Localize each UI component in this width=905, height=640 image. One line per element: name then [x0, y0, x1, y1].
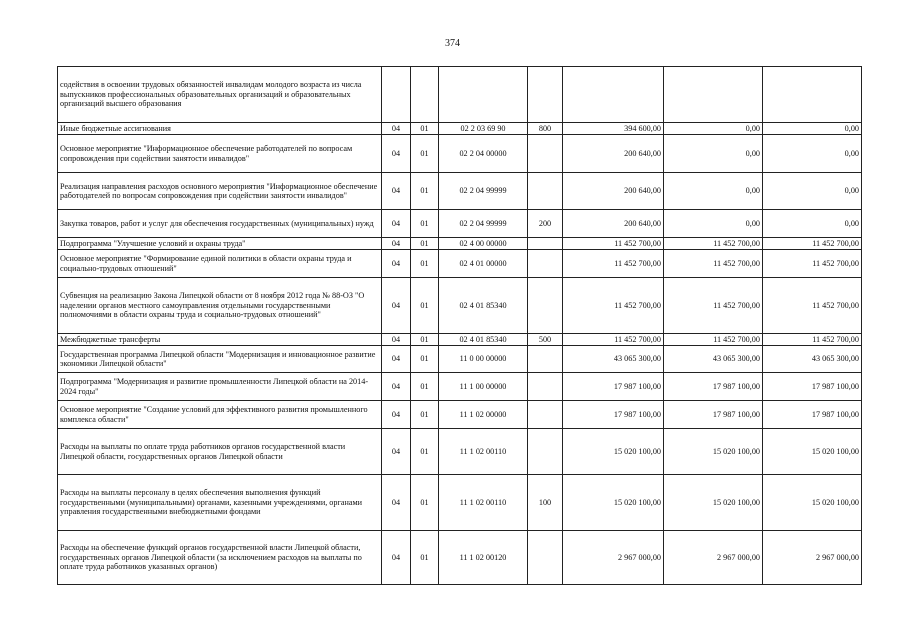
table-row [58, 210, 862, 238]
subsection-code-cell: 01 [411, 135, 439, 173]
table-row [58, 346, 862, 373]
row-name-cell: Основное мероприятие "Формирование единой политики в области охраны труда и социально-трудовых отношений" [58, 250, 382, 278]
table-row [58, 475, 862, 531]
subsection-code-cell: 01 [411, 210, 439, 238]
target-article-cell: 11 1 02 00000 [439, 401, 528, 429]
section-code-cell: 04 [382, 373, 411, 401]
amount-year-2-cell: 15 020 100,00 [664, 429, 763, 475]
amount-year-2-cell: 15 020 100,00 [664, 475, 763, 531]
row-name-cell: Закупка товаров, работ и услуг для обеспечения государственных (муниципальных) нужд [58, 210, 382, 238]
subsection-code-cell: 01 [411, 123, 439, 135]
target-article-cell: 11 1 02 00110 [439, 429, 528, 475]
table-row [58, 334, 862, 346]
subsection-code-cell: 01 [411, 475, 439, 531]
table-row [58, 123, 862, 135]
amount-year-1-cell: 15 020 100,00 [563, 429, 664, 475]
row-name-cell: Реализация направления расходов основного мероприятия "Информационное обеспечение работодателей по вопросам сопровождения при содействии занятости инвалидов" [58, 173, 382, 210]
subsection-code-cell: 01 [411, 334, 439, 346]
row-name-cell: Подпрограмма "Модернизация и развитие промышленности Липецкой области на 2014-2024 годы" [58, 373, 382, 401]
section-code-cell: 04 [382, 135, 411, 173]
target-article-cell: 11 0 00 00000 [439, 346, 528, 373]
subsection-code-cell: 01 [411, 250, 439, 278]
subsection-code-cell: 01 [411, 238, 439, 250]
amount-year-3-cell: 0,00 [763, 210, 862, 238]
amount-year-2-cell: 0,00 [664, 135, 763, 173]
row-name-cell: Подпрограмма "Улучшение условий и охраны труда" [58, 238, 382, 250]
target-article-cell: 02 4 01 00000 [439, 250, 528, 278]
row-name-cell: Основное мероприятие "Информационное обеспечение работодателей по вопросам сопровождения при содействии занятости инвалидов" [58, 135, 382, 173]
amount-year-3-cell: 17 987 100,00 [763, 373, 862, 401]
amount-year-3-cell: 11 452 700,00 [763, 250, 862, 278]
subsection-code-cell: 01 [411, 429, 439, 475]
subsection-code-cell: 01 [411, 173, 439, 210]
row-name-cell: Иные бюджетные ассигнования [58, 123, 382, 135]
amount-year-1-cell [563, 67, 664, 123]
page-number: 374 [445, 38, 460, 49]
section-code-cell: 04 [382, 238, 411, 250]
subsection-code-cell: 01 [411, 278, 439, 334]
table-row [58, 373, 862, 401]
subsection-code-cell: 01 [411, 346, 439, 373]
row-name-cell: Расходы на выплаты по оплате труда работников органов государственной власти Липецкой области, государственных органов Липецкой области [58, 429, 382, 475]
amount-year-1-cell: 2 967 000,00 [563, 531, 664, 585]
section-code-cell [382, 67, 411, 123]
table-row [58, 135, 862, 173]
target-article-cell: 02 4 01 85340 [439, 334, 528, 346]
section-code-cell: 04 [382, 531, 411, 585]
amount-year-1-cell: 11 452 700,00 [563, 278, 664, 334]
amount-year-3-cell [763, 67, 862, 123]
amount-year-1-cell: 17 987 100,00 [563, 373, 664, 401]
subsection-code-cell: 01 [411, 373, 439, 401]
table-row [58, 67, 862, 123]
amount-year-1-cell: 200 640,00 [563, 210, 664, 238]
section-code-cell: 04 [382, 401, 411, 429]
amount-year-1-cell: 43 065 300,00 [563, 346, 664, 373]
amount-year-2-cell: 11 452 700,00 [664, 238, 763, 250]
table-row [58, 278, 862, 334]
table-row [58, 531, 862, 585]
amount-year-1-cell: 15 020 100,00 [563, 475, 664, 531]
row-name-cell: Межбюджетные трансферты [58, 334, 382, 346]
amount-year-2-cell: 17 987 100,00 [664, 401, 763, 429]
amount-year-1-cell: 11 452 700,00 [563, 334, 664, 346]
amount-year-1-cell: 11 452 700,00 [563, 250, 664, 278]
amount-year-1-cell: 394 600,00 [563, 123, 664, 135]
table-row [58, 429, 862, 475]
expense-type-cell [528, 173, 563, 210]
expense-type-cell: 100 [528, 475, 563, 531]
amount-year-3-cell: 11 452 700,00 [763, 278, 862, 334]
expense-type-cell [528, 278, 563, 334]
amount-year-2-cell: 11 452 700,00 [664, 278, 763, 334]
amount-year-2-cell: 0,00 [664, 123, 763, 135]
expense-type-cell [528, 67, 563, 123]
amount-year-1-cell: 17 987 100,00 [563, 401, 664, 429]
section-code-cell: 04 [382, 475, 411, 531]
amount-year-3-cell: 0,00 [763, 173, 862, 210]
row-name-cell: содействия в освоении трудовых обязанностей инвалидам молодого возраста из числа выпускников профессиональных образовательных организаций и образовательных организаций высшего образования [58, 67, 382, 123]
amount-year-2-cell: 0,00 [664, 173, 763, 210]
amount-year-2-cell: 17 987 100,00 [664, 373, 763, 401]
amount-year-1-cell: 11 452 700,00 [563, 238, 664, 250]
target-article-cell: 02 4 00 00000 [439, 238, 528, 250]
section-code-cell: 04 [382, 346, 411, 373]
amount-year-3-cell: 15 020 100,00 [763, 429, 862, 475]
amount-year-2-cell: 11 452 700,00 [664, 250, 763, 278]
amount-year-3-cell: 15 020 100,00 [763, 475, 862, 531]
target-article-cell: 02 2 04 99999 [439, 173, 528, 210]
amount-year-2-cell [664, 67, 763, 123]
amount-year-3-cell: 11 452 700,00 [763, 334, 862, 346]
section-code-cell: 04 [382, 334, 411, 346]
target-article-cell: 02 2 03 69 90 [439, 123, 528, 135]
expense-type-cell: 200 [528, 210, 563, 238]
section-code-cell: 04 [382, 210, 411, 238]
budget-table [57, 66, 862, 585]
expense-type-cell: 500 [528, 334, 563, 346]
row-name-cell: Расходы на обеспечение функций органов государственной власти Липецкой области, государственных органов Липецкой области (за исключением расходов на выплаты по оплате труда работников указанных органов) [58, 531, 382, 585]
section-code-cell: 04 [382, 429, 411, 475]
table-row [58, 401, 862, 429]
amount-year-2-cell: 2 967 000,00 [664, 531, 763, 585]
expense-type-cell [528, 401, 563, 429]
row-name-cell: Государственная программа Липецкой области "Модернизация и инновационное развитие экономики Липецкой области" [58, 346, 382, 373]
target-article-cell: 11 1 02 00110 [439, 475, 528, 531]
amount-year-3-cell: 0,00 [763, 135, 862, 173]
expense-type-cell [528, 429, 563, 475]
target-article-cell [439, 67, 528, 123]
amount-year-3-cell: 11 452 700,00 [763, 238, 862, 250]
table-row [58, 238, 862, 250]
section-code-cell: 04 [382, 278, 411, 334]
amount-year-1-cell: 200 640,00 [563, 135, 664, 173]
row-name-cell: Расходы на выплаты персоналу в целях обеспечения выполнения функций государственными (муниципальными) органами, казенными учреждениями, органами управления государственными внебюджетными фондами [58, 475, 382, 531]
expense-type-cell: 800 [528, 123, 563, 135]
amount-year-2-cell: 0,00 [664, 210, 763, 238]
amount-year-1-cell: 200 640,00 [563, 173, 664, 210]
subsection-code-cell: 01 [411, 401, 439, 429]
table-row [58, 173, 862, 210]
amount-year-3-cell: 0,00 [763, 123, 862, 135]
row-name-cell: Субвенция на реализацию Закона Липецкой области от 8 ноября 2012 года № 88-ОЗ "О наделении органов местного самоуправления отдельными государственными полномочиями в области охраны труда и социально-трудовых отношений" [58, 278, 382, 334]
target-article-cell: 02 2 04 99999 [439, 210, 528, 238]
amount-year-3-cell: 43 065 300,00 [763, 346, 862, 373]
row-name-cell: Основное мероприятие "Создание условий для эффективного развития промышленного комплекса области" [58, 401, 382, 429]
amount-year-2-cell: 43 065 300,00 [664, 346, 763, 373]
expense-type-cell [528, 135, 563, 173]
expense-type-cell [528, 373, 563, 401]
subsection-code-cell [411, 67, 439, 123]
target-article-cell: 02 4 01 85340 [439, 278, 528, 334]
target-article-cell: 11 1 00 00000 [439, 373, 528, 401]
section-code-cell: 04 [382, 173, 411, 210]
amount-year-2-cell: 11 452 700,00 [664, 334, 763, 346]
amount-year-3-cell: 17 987 100,00 [763, 401, 862, 429]
subsection-code-cell: 01 [411, 531, 439, 585]
expense-type-cell [528, 346, 563, 373]
amount-year-3-cell: 2 967 000,00 [763, 531, 862, 585]
target-article-cell: 02 2 04 00000 [439, 135, 528, 173]
expense-type-cell [528, 238, 563, 250]
table-row [58, 250, 862, 278]
section-code-cell: 04 [382, 123, 411, 135]
section-code-cell: 04 [382, 250, 411, 278]
expense-type-cell [528, 531, 563, 585]
target-article-cell: 11 1 02 00120 [439, 531, 528, 585]
budget-table-body [58, 67, 862, 585]
expense-type-cell [528, 250, 563, 278]
